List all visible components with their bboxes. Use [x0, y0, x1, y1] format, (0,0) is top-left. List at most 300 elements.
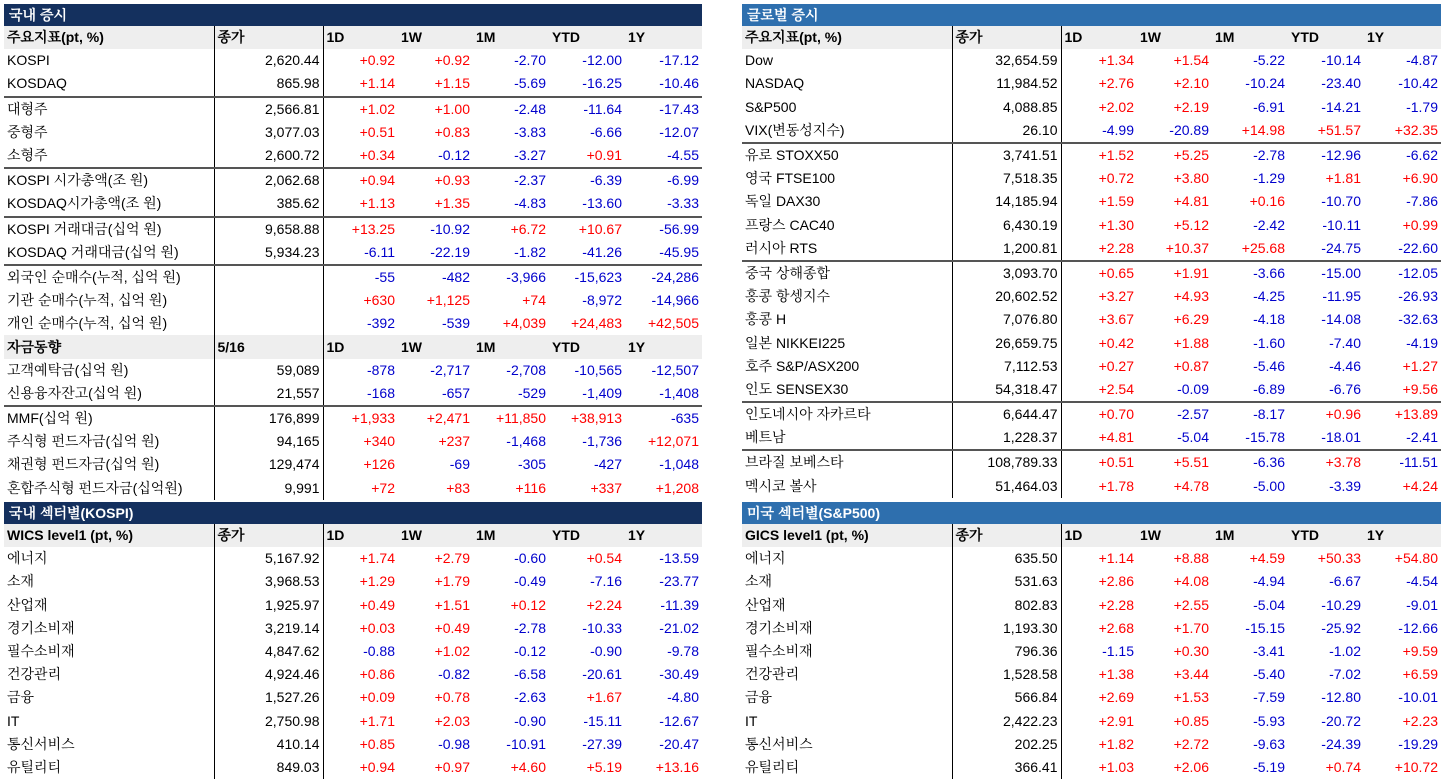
- table-row: [4, 594, 702, 617]
- table-row: [742, 190, 1441, 213]
- table-row: [742, 143, 1441, 167]
- close-value-cell: 7,112.53: [952, 355, 1061, 378]
- change-value-cell: -878: [366, 361, 395, 378]
- change-value-cell: +1.29: [359, 573, 395, 590]
- change-value-cell: +13.16: [655, 758, 699, 775]
- change-value-cell: -8.17: [1212, 402, 1288, 426]
- change-value-cell: -2.63: [514, 689, 546, 706]
- table-row: [4, 72, 702, 96]
- column-header: 1M: [1212, 26, 1288, 49]
- close-value-cell: 849.03: [214, 756, 323, 779]
- table-row: [4, 312, 702, 335]
- close-value-cell: 1,193.30: [952, 617, 1061, 640]
- change-value-cell: -5.69: [514, 75, 546, 92]
- row-label-cell: S&P500: [742, 96, 952, 119]
- change-value-cell: +51.57: [1317, 121, 1361, 138]
- change-value-cell: +1.59: [1098, 193, 1134, 210]
- change-value-cell: -5.46: [1253, 357, 1285, 374]
- change-value-cell: +13.25: [323, 217, 398, 241]
- row-label-cell: 중형주: [4, 121, 214, 144]
- change-value-cell: -55: [323, 265, 398, 289]
- change-value-cell: -32.63: [1398, 311, 1438, 328]
- change-value-cell: -23.77: [659, 573, 699, 590]
- close-value-cell: [214, 312, 323, 335]
- close-value-cell: 26.10: [952, 119, 1061, 143]
- change-value-cell: -27.39: [582, 735, 622, 752]
- row-label-cell: 멕시코 볼사: [742, 475, 952, 498]
- change-value-cell: -7.59: [1253, 689, 1285, 706]
- table-row: [4, 640, 702, 663]
- close-value-cell: 2,062.68: [214, 168, 323, 192]
- table-header-row: [4, 26, 702, 49]
- change-value-cell: -1.79: [1406, 98, 1438, 115]
- change-value-cell: -4.19: [1406, 334, 1438, 351]
- change-value-cell: -11.51: [1364, 450, 1441, 474]
- change-value-cell: -6.11: [364, 243, 395, 260]
- change-value-cell: +1.74: [359, 550, 395, 567]
- change-value-cell: +0.78: [434, 689, 470, 706]
- table-row: [742, 640, 1441, 663]
- change-value-cell: +10.67: [549, 217, 625, 241]
- row-label-cell: 러시아 RTS: [742, 237, 952, 261]
- change-value-cell: -56.99: [625, 217, 702, 241]
- row-label-cell: 호주 S&P/ASX200: [742, 355, 952, 378]
- change-value-cell: -657: [441, 384, 470, 401]
- change-value-cell: +2.02: [1098, 98, 1134, 115]
- change-value-cell: -12.05: [1364, 261, 1441, 285]
- column-header: 1M: [473, 26, 549, 49]
- change-value-cell: +1.54: [1173, 52, 1209, 69]
- table-row: [742, 663, 1441, 686]
- column-header: 1D: [1061, 26, 1137, 49]
- change-value-cell: -6.91: [1253, 98, 1285, 115]
- change-value-cell: -10.14: [1321, 52, 1361, 69]
- change-value-cell: +2.06: [1173, 758, 1209, 775]
- row-label-cell: KOSDAQ 거래대금(십억 원): [4, 241, 214, 265]
- header-label-cell: 주요지표(pt, %): [742, 26, 952, 49]
- change-value-cell: -13.60: [582, 195, 622, 212]
- column-header: 1M: [473, 335, 549, 358]
- change-value-cell: +4.78: [1173, 477, 1209, 494]
- change-value-cell: +13.89: [1364, 402, 1441, 426]
- change-value-cell: -7.02: [1329, 666, 1361, 683]
- close-value-cell: 21,557: [214, 382, 323, 406]
- close-value-cell: 3,219.14: [214, 617, 323, 640]
- change-value-cell: +2,471: [398, 406, 473, 430]
- change-value-cell: -11.64: [549, 97, 625, 121]
- change-value-cell: -3.27: [514, 147, 546, 164]
- close-value-cell: 4,924.46: [214, 663, 323, 686]
- change-value-cell: +9.59: [1402, 643, 1438, 660]
- row-label-cell: 에너지: [4, 547, 214, 570]
- change-value-cell: -4.87: [1406, 52, 1438, 69]
- table-row: [4, 168, 702, 192]
- change-value-cell: -45.95: [659, 243, 699, 260]
- change-value-cell: -25.92: [1321, 619, 1361, 636]
- close-value-cell: 176,899: [214, 406, 323, 430]
- close-value-cell: 6,644.47: [952, 402, 1061, 426]
- change-value-cell: +0.91: [586, 147, 622, 164]
- change-value-cell: -305: [517, 456, 546, 473]
- close-value-cell: 26,659.75: [952, 331, 1061, 354]
- change-value-cell: -0.88: [363, 643, 395, 660]
- change-value-cell: +6.90: [1402, 170, 1438, 187]
- change-value-cell: +3.44: [1173, 666, 1209, 683]
- close-value-cell: 2,566.81: [214, 97, 323, 121]
- table-row: [742, 355, 1441, 378]
- close-value-cell: 6,430.19: [952, 214, 1061, 237]
- close-value-cell: 796.36: [952, 640, 1061, 663]
- table-row: [742, 378, 1441, 402]
- row-label-cell: 홍콩 항셍지수: [742, 285, 952, 308]
- row-label-cell: 영국 FTSE100: [742, 167, 952, 190]
- change-value-cell: -15.00: [1288, 261, 1364, 285]
- change-value-cell: +1.78: [1098, 477, 1134, 494]
- domestic-market-panel: [4, 4, 702, 500]
- change-value-cell: +0.49: [434, 619, 470, 636]
- row-label-cell: VIX(변동성지수): [742, 119, 952, 143]
- table-row: [742, 686, 1441, 709]
- column-header: YTD: [1288, 26, 1364, 49]
- table-header-row: [4, 524, 702, 547]
- change-value-cell: +0.85: [1173, 712, 1209, 729]
- change-value-cell: +2.91: [1098, 712, 1134, 729]
- row-label-cell: 고객예탁금(십억 원): [4, 359, 214, 382]
- change-value-cell: -2.78: [1212, 143, 1288, 167]
- change-value-cell: +2.19: [1173, 98, 1209, 115]
- change-value-cell: -13.59: [659, 550, 699, 567]
- column-header: 1D: [323, 524, 398, 547]
- change-value-cell: -3.41: [1253, 643, 1285, 660]
- change-value-cell: -14.21: [1321, 98, 1361, 115]
- close-value-cell: 202.25: [952, 733, 1061, 756]
- change-value-cell: +0.09: [359, 689, 395, 706]
- change-value-cell: +340: [363, 433, 395, 450]
- row-label-cell: 프랑스 CAC40: [742, 214, 952, 237]
- close-value-cell: 3,077.03: [214, 121, 323, 144]
- change-value-cell: +2.28: [1098, 239, 1134, 256]
- change-value-cell: +1.79: [434, 573, 470, 590]
- change-value-cell: +1.15: [434, 75, 470, 92]
- change-value-cell: -9.63: [1253, 735, 1285, 752]
- close-value-cell: 1,528.58: [952, 663, 1061, 686]
- change-value-cell: +0.72: [1098, 170, 1134, 187]
- change-value-cell: -6.66: [590, 123, 622, 140]
- change-value-cell: -529: [517, 384, 546, 401]
- table-row: [742, 96, 1441, 119]
- close-value-cell: 2,620.44: [214, 49, 323, 72]
- column-header: 종가: [952, 26, 1061, 49]
- change-value-cell: +9.56: [1402, 380, 1438, 397]
- change-value-cell: +126: [363, 456, 395, 473]
- column-header: 1D: [1061, 524, 1137, 547]
- table-header-row: [742, 524, 1441, 547]
- change-value-cell: +4.81: [1098, 429, 1134, 446]
- domestic-market-title: 국내 증시: [4, 4, 702, 26]
- table-row: [4, 756, 702, 779]
- row-label-cell: 경기소비재: [742, 617, 952, 640]
- table-row: [4, 453, 702, 476]
- change-value-cell: +1.30: [1098, 216, 1134, 233]
- close-value-cell: 2,750.98: [214, 710, 323, 733]
- change-value-cell: +1.02: [434, 643, 470, 660]
- global-market-table: [742, 26, 1441, 498]
- change-value-cell: +1.52: [1061, 143, 1137, 167]
- change-value-cell: -10.46: [659, 75, 699, 92]
- row-label-cell: Dow: [742, 49, 952, 72]
- table-header-row: [742, 26, 1441, 49]
- change-value-cell: -0.49: [514, 573, 546, 590]
- change-value-cell: +1.00: [398, 97, 473, 121]
- close-value-cell: 9,658.88: [214, 217, 323, 241]
- column-header: YTD: [549, 524, 625, 547]
- change-value-cell: -20.61: [582, 666, 622, 683]
- change-value-cell: +337: [590, 479, 622, 496]
- change-value-cell: -12.66: [1398, 619, 1438, 636]
- change-value-cell: -2.37: [473, 168, 549, 192]
- change-value-cell: -3.33: [667, 195, 699, 212]
- change-value-cell: -24.39: [1321, 735, 1361, 752]
- table-row: [4, 710, 702, 733]
- table-row: [742, 214, 1441, 237]
- change-value-cell: -2.57: [1137, 402, 1212, 426]
- us-sector-panel: [742, 502, 1441, 779]
- change-value-cell: -539: [441, 315, 470, 332]
- column-header: 1W: [398, 524, 473, 547]
- close-value-cell: 366.41: [952, 756, 1061, 779]
- table-row: [4, 547, 702, 570]
- change-value-cell: +1.34: [1098, 52, 1134, 69]
- close-value-cell: 3,741.51: [952, 143, 1061, 167]
- change-value-cell: -11.95: [1322, 288, 1361, 305]
- change-value-cell: +0.93: [398, 168, 473, 192]
- us-sector-table: [742, 524, 1442, 779]
- change-value-cell: +2.79: [434, 550, 470, 567]
- change-value-cell: +0.92: [359, 52, 395, 69]
- table-row: [742, 237, 1441, 261]
- close-value-cell: 7,076.80: [952, 308, 1061, 331]
- change-value-cell: +1.38: [1098, 666, 1134, 683]
- change-value-cell: +1.53: [1173, 689, 1209, 706]
- close-value-cell: 1,527.26: [214, 686, 323, 709]
- table-row: [4, 617, 702, 640]
- change-value-cell: +5.25: [1137, 143, 1212, 167]
- change-value-cell: -24.75: [1321, 239, 1361, 256]
- row-label-cell: 브라질 보베스타: [742, 450, 952, 474]
- column-header: 1D: [323, 335, 398, 358]
- change-value-cell: -24,286: [625, 265, 702, 289]
- close-value-cell: 1,200.81: [952, 237, 1061, 261]
- row-label-cell: 혼합주식형 펀드자금(십억원): [4, 477, 214, 500]
- change-value-cell: +0.51: [359, 123, 395, 140]
- change-value-cell: +2.10: [1173, 75, 1209, 92]
- change-value-cell: +32.35: [1394, 121, 1438, 138]
- change-value-cell: -41.26: [582, 243, 622, 260]
- row-label-cell: 신용융자잔고(십억 원): [4, 382, 214, 406]
- table-row: [742, 617, 1441, 640]
- change-value-cell: -23.40: [1321, 75, 1361, 92]
- change-value-cell: -2.78: [514, 619, 546, 636]
- change-value-cell: +83: [446, 479, 470, 496]
- change-value-cell: +12,071: [648, 433, 699, 450]
- change-value-cell: -6.67: [1329, 573, 1361, 590]
- table-row: [742, 261, 1441, 285]
- column-header: YTD: [549, 335, 625, 358]
- change-value-cell: -10.01: [1398, 689, 1438, 706]
- change-value-cell: -14,966: [651, 292, 699, 309]
- row-label-cell: KOSDAQ: [4, 72, 214, 96]
- table-row: [742, 167, 1441, 190]
- change-value-cell: -1.15: [1102, 643, 1134, 660]
- column-header: 1W: [398, 26, 473, 49]
- close-value-cell: 531.63: [952, 570, 1061, 593]
- change-value-cell: +14.98: [1241, 121, 1285, 138]
- change-value-cell: -1,048: [659, 456, 699, 473]
- change-value-cell: +72: [371, 479, 395, 496]
- close-value-cell: 5,167.92: [214, 547, 323, 570]
- row-label-cell: 유틸리티: [4, 756, 214, 779]
- row-label-cell: 필수소비재: [742, 640, 952, 663]
- change-value-cell: +0.12: [510, 596, 546, 613]
- table-row: [4, 49, 702, 72]
- change-value-cell: +5.12: [1173, 216, 1209, 233]
- change-value-cell: -0.09: [1177, 380, 1209, 397]
- table-row: [742, 710, 1441, 733]
- change-value-cell: -0.90: [514, 712, 546, 729]
- change-value-cell: +0.54: [586, 550, 622, 567]
- close-value-cell: 385.62: [214, 192, 323, 216]
- change-value-cell: +2.72: [1173, 735, 1209, 752]
- change-value-cell: -635: [625, 406, 702, 430]
- change-value-cell: +1.35: [434, 195, 470, 212]
- domestic-sector-panel: [4, 502, 702, 779]
- close-value-cell: 2,422.23: [952, 710, 1061, 733]
- change-value-cell: -5.04: [1253, 596, 1285, 613]
- table-row: [4, 430, 702, 453]
- change-value-cell: -18.01: [1321, 429, 1361, 446]
- row-label-cell: 인도네시아 자카르타: [742, 402, 952, 426]
- change-value-cell: +1.27: [1402, 357, 1438, 374]
- row-label-cell: 통신서비스: [742, 733, 952, 756]
- column-header: 1Y: [625, 524, 702, 547]
- change-value-cell: -2.70: [514, 52, 546, 69]
- change-value-cell: -10.70: [1321, 193, 1361, 210]
- change-value-cell: -26.93: [1398, 288, 1438, 305]
- change-value-cell: +6.72: [473, 217, 549, 241]
- table-row: [742, 402, 1441, 426]
- change-value-cell: +0.96: [1288, 402, 1364, 426]
- change-value-cell: -11.39: [660, 596, 699, 613]
- change-value-cell: -5.22: [1253, 52, 1285, 69]
- row-label-cell: KOSPI 시가총액(조 원): [4, 168, 214, 192]
- close-value-cell: 4,847.62: [214, 640, 323, 663]
- change-value-cell: -1.82: [514, 243, 546, 260]
- table-row: [4, 97, 702, 121]
- change-value-cell: -1.02: [1329, 643, 1361, 660]
- close-value-cell: 4,088.85: [952, 96, 1061, 119]
- row-label-cell: KOSDAQ시가총액(조 원): [4, 192, 214, 216]
- change-value-cell: -3.83: [514, 123, 546, 140]
- row-label-cell: 에너지: [742, 547, 952, 570]
- row-label-cell: 유로 STOXX50: [742, 143, 952, 167]
- change-value-cell: -1,409: [582, 384, 622, 401]
- change-value-cell: -16.25: [582, 75, 622, 92]
- row-label-cell: 필수소비재: [4, 640, 214, 663]
- change-value-cell: +1.82: [1098, 735, 1134, 752]
- table-row: [4, 265, 702, 289]
- change-value-cell: +0.30: [1173, 643, 1209, 660]
- close-value-cell: 14,185.94: [952, 190, 1061, 213]
- change-value-cell: +0.51: [1061, 450, 1137, 474]
- change-value-cell: -4.54: [1406, 573, 1438, 590]
- row-label-cell: 통신서비스: [4, 733, 214, 756]
- row-label-cell: 경기소비재: [4, 617, 214, 640]
- change-value-cell: -6.99: [625, 168, 702, 192]
- change-value-cell: -482: [398, 265, 473, 289]
- table-row: [742, 49, 1441, 72]
- change-value-cell: -20.47: [659, 735, 699, 752]
- close-value-cell: 2,600.72: [214, 144, 323, 168]
- domestic-market-table: [4, 26, 702, 500]
- change-value-cell: +630: [363, 292, 395, 309]
- close-value-cell: 51,464.03: [952, 475, 1061, 498]
- change-value-cell: -1,736: [582, 433, 622, 450]
- change-value-cell: -15.11: [583, 712, 622, 729]
- change-value-cell: +0.87: [1173, 357, 1209, 374]
- table-row: [4, 289, 702, 312]
- change-value-cell: +5.51: [1137, 450, 1212, 474]
- close-value-cell: 1,228.37: [952, 426, 1061, 450]
- change-value-cell: +4.59: [1249, 550, 1285, 567]
- row-label-cell: 산업재: [4, 594, 214, 617]
- change-value-cell: +4.93: [1173, 288, 1209, 305]
- row-label-cell: IT: [742, 710, 952, 733]
- change-value-cell: -22.19: [430, 243, 470, 260]
- change-value-cell: +2.28: [1098, 596, 1134, 613]
- change-value-cell: -10.24: [1245, 75, 1285, 92]
- table-row: [4, 477, 702, 500]
- change-value-cell: +38,913: [549, 406, 625, 430]
- table-row: [4, 144, 702, 168]
- close-value-cell: 94,165: [214, 430, 323, 453]
- column-header: 1W: [398, 335, 473, 358]
- change-value-cell: -69: [449, 456, 470, 473]
- change-value-cell: -5.40: [1253, 666, 1285, 683]
- domestic-sector-table: [4, 524, 703, 779]
- change-value-cell: +0.65: [1061, 261, 1137, 285]
- change-value-cell: -10.29: [1321, 596, 1361, 613]
- table-row: [742, 72, 1441, 95]
- table-row: [742, 756, 1441, 779]
- change-value-cell: +0.94: [359, 758, 395, 775]
- column-header: 5/16: [214, 335, 323, 358]
- table-row: [4, 406, 702, 430]
- table-row: [742, 285, 1441, 308]
- change-value-cell: -1,468: [506, 433, 546, 450]
- change-value-cell: +237: [438, 433, 470, 450]
- column-header: 1M: [1212, 524, 1288, 547]
- change-value-cell: -0.12: [438, 147, 470, 164]
- table-row: [742, 570, 1441, 593]
- change-value-cell: -4.25: [1253, 288, 1285, 305]
- row-label-cell: 개인 순매수(누적, 십억 원): [4, 312, 214, 335]
- row-label-cell: 산업재: [742, 594, 952, 617]
- row-label-cell: 금융: [4, 686, 214, 709]
- change-value-cell: -20.72: [1321, 712, 1361, 729]
- close-value-cell: 802.83: [952, 594, 1061, 617]
- change-value-cell: +5.19: [586, 758, 622, 775]
- change-value-cell: -1,408: [659, 384, 699, 401]
